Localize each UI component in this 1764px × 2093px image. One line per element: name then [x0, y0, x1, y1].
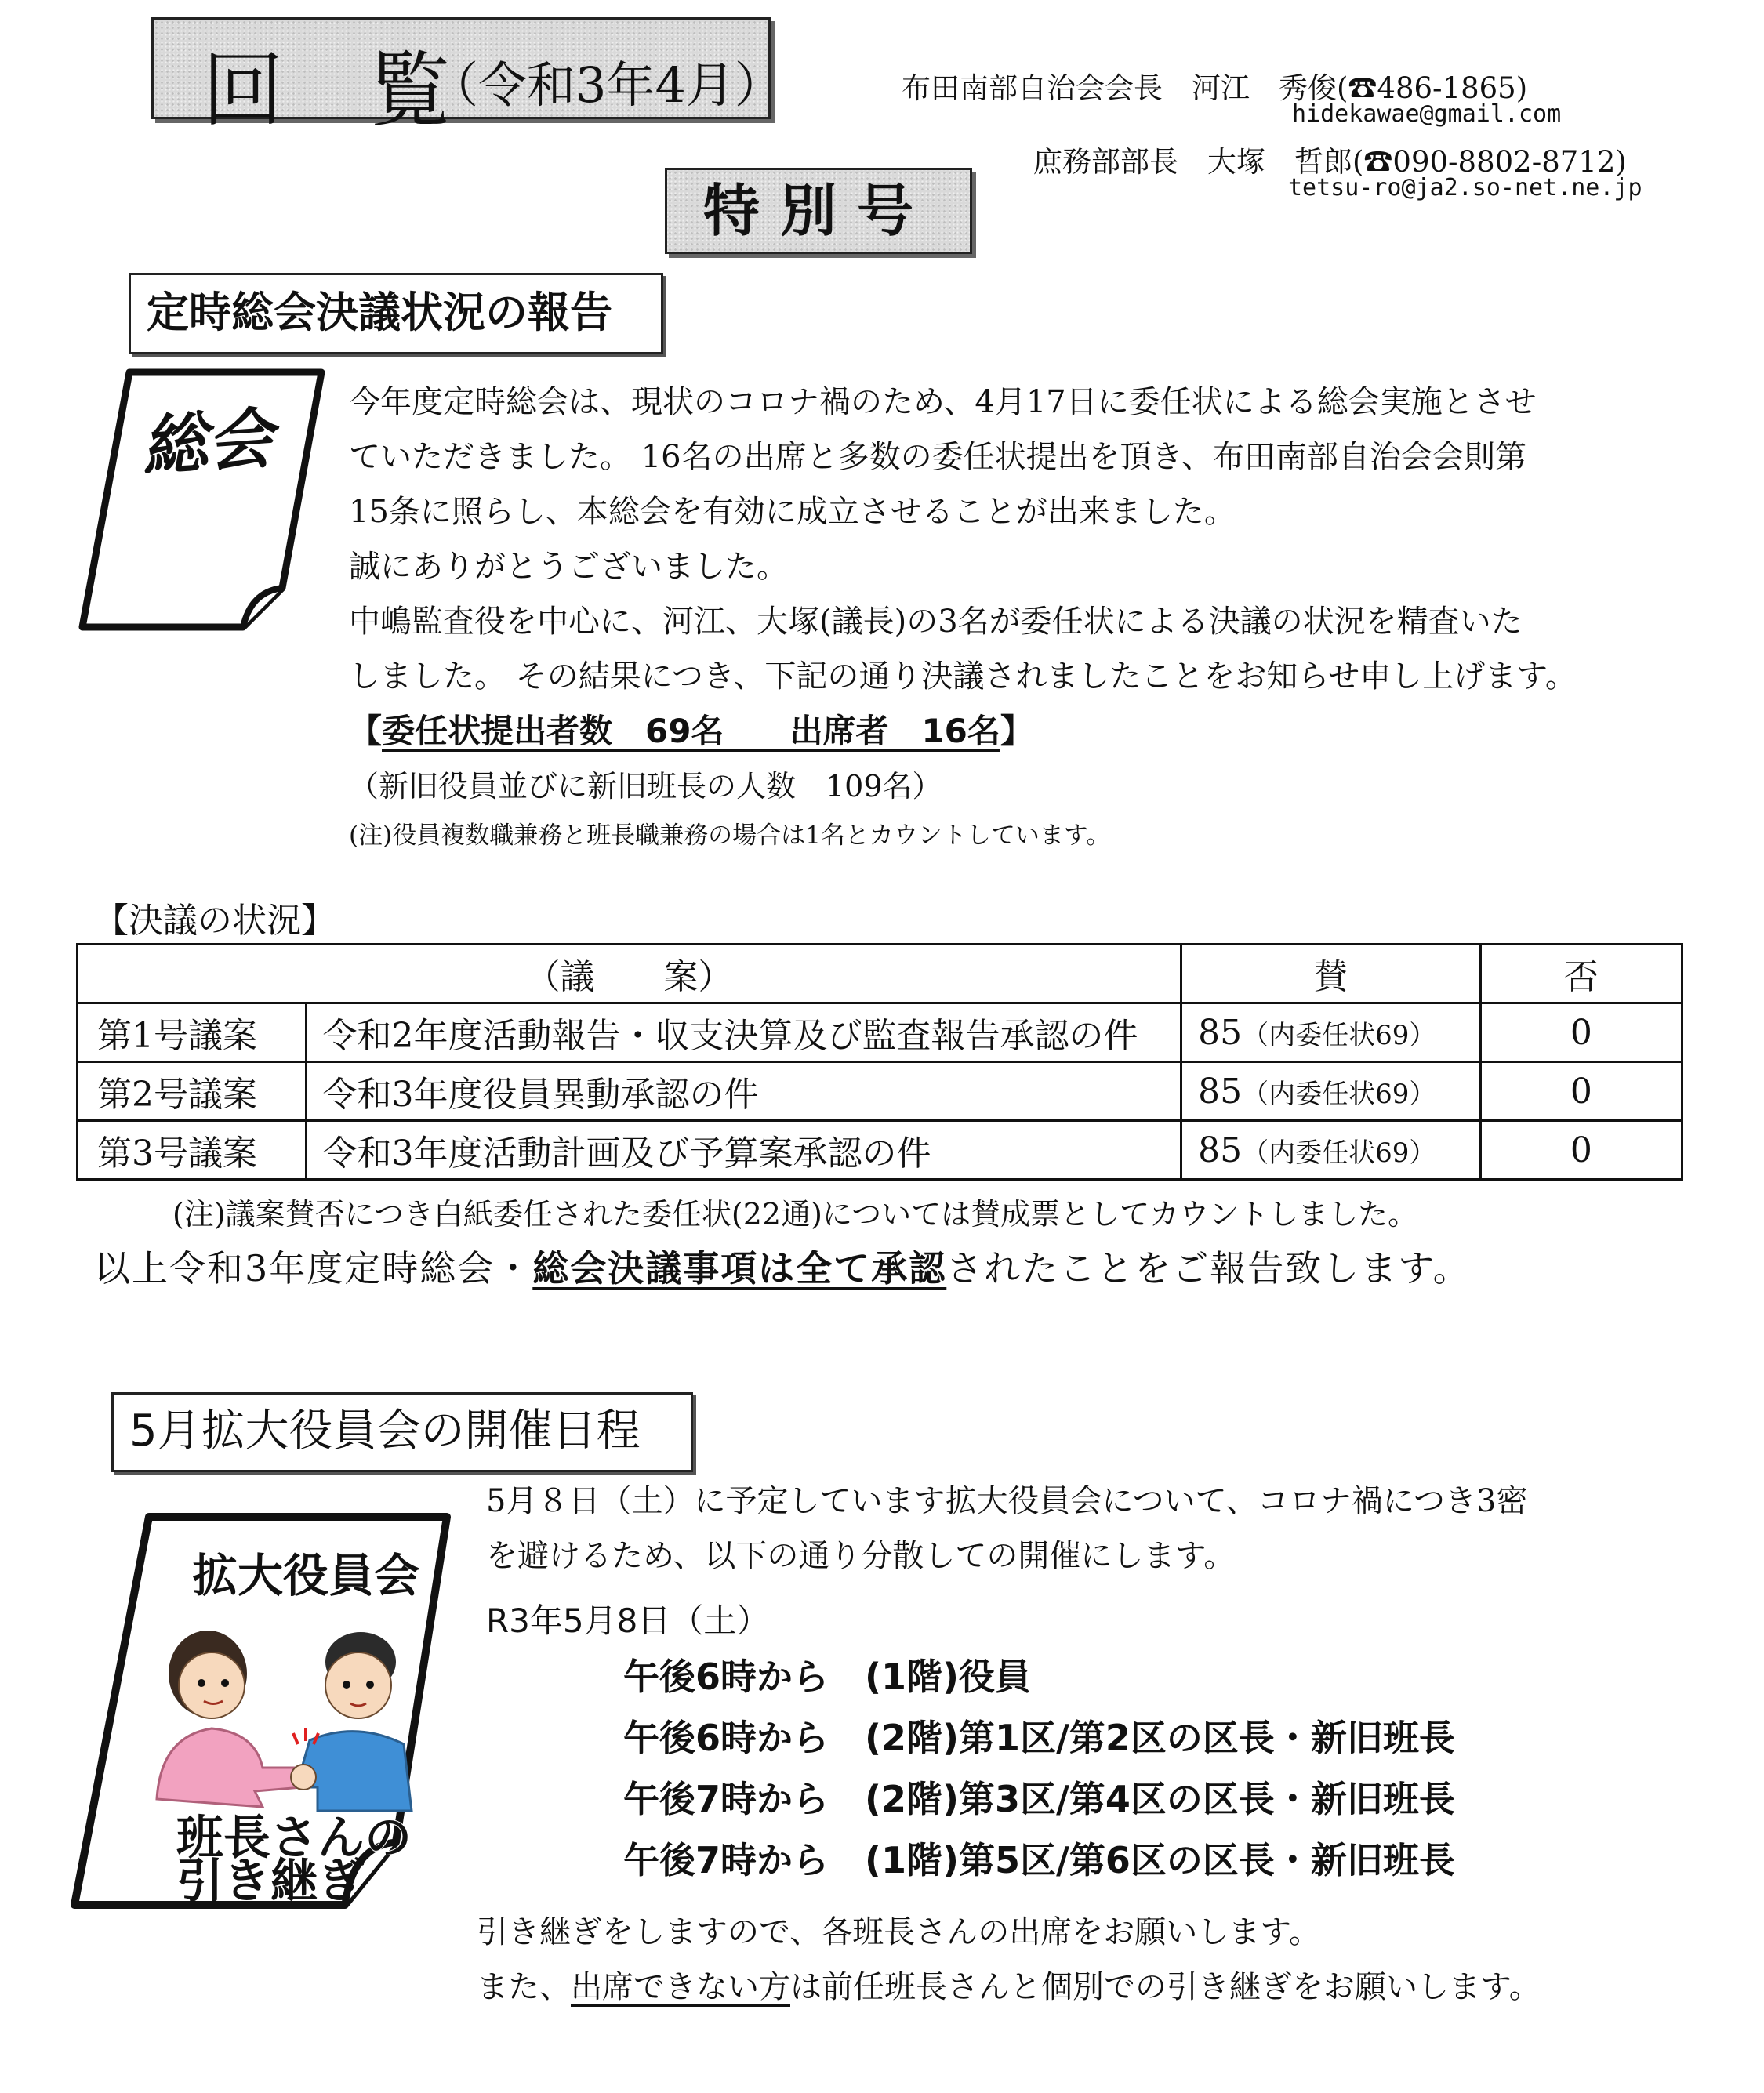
email-president[interactable]: hidekawae@gmail.com	[1292, 100, 1562, 128]
conclusion-pre: 以上令和3年度定時総会・	[94, 1247, 533, 1290]
no-count: 0	[1480, 1062, 1682, 1121]
email-general-affairs[interactable]: tetsu-ro@ja2.so-net.ne.jp	[1288, 174, 1642, 201]
table-row	[78, 1062, 1682, 1121]
no-count: 0	[1480, 1121, 1682, 1180]
attendance-summary	[349, 704, 1577, 759]
resolution-table	[76, 943, 1683, 1181]
section2-line-1: 5月８日（土）に予定しています拡大役員会について、コロナ禍につき3密	[486, 1483, 1528, 1519]
col-yes-header: 賛	[1181, 945, 1481, 1003]
no-count: 0	[1480, 1003, 1682, 1062]
schedule-item-3: 午後7時から (2階)第3区/第4区の区長・新旧班長	[623, 1778, 1455, 1820]
title-box	[151, 17, 783, 138]
table-header-row	[78, 945, 1682, 1003]
bracket-open: 【	[349, 712, 383, 750]
section1-line-6: しました。 その結果につき、下記の通り決議されましたことをお知らせ申し上げます。	[349, 658, 1577, 695]
fist-bump-icon	[291, 1765, 316, 1790]
contact-general-affairs: 庶務部部長 大塚 哲郎(☎090-8802-8712)	[1033, 145, 1627, 179]
clip-label-soukai: 総会	[138, 399, 276, 486]
table-row	[78, 1003, 1682, 1062]
resolution-heading: 【決議の状況】	[94, 901, 336, 941]
section2-heading: 5月拡大役員会の開催日程	[111, 1392, 693, 1472]
section1-heading: 定時総会決議状況の報告	[129, 273, 663, 354]
yes-cell	[1181, 1003, 1481, 1062]
title-date: （令和3年4月）	[430, 56, 783, 114]
clip-title-kakudai: 拡大役員会	[192, 1549, 420, 1602]
agenda-title: 令和2年度活動報告・収支決算及び監査報告承認の件	[306, 1003, 1181, 1062]
clipboard-illustration-kakudai	[67, 1509, 459, 1917]
small-note: (注)役員複数職兼務と班長職兼務の場合は1名とカウントしています。	[349, 822, 1111, 850]
attendance-counts: 委任状提出者数 69名 出席者 16名	[382, 712, 1000, 750]
agenda-title: 令和3年度役員異動承認の件	[306, 1062, 1181, 1121]
yes-count: 85	[1198, 1071, 1243, 1112]
closing-line-1: 引き継ぎをしますので、各班長さんの出席をお願いします。	[477, 1914, 1320, 1950]
col-no-header: 否	[1480, 945, 1682, 1003]
yes-note: （内委任状69）	[1242, 1078, 1436, 1110]
yes-count: 85	[1198, 1130, 1243, 1170]
table-row	[78, 1121, 1682, 1180]
schedule-item-2: 午後6時から (2階)第1区/第2区の区長・新旧班長	[623, 1717, 1455, 1759]
resolution-note: (注)議案賛否につき白紙委任された委任状(22通)については賛成票としてカウントしました。	[172, 1197, 1418, 1231]
yes-note: （内委任状69）	[1242, 1019, 1436, 1051]
closing-pre: また、	[477, 1969, 571, 2005]
section1-line-5: 中嶋監査役を中心に、河江、大塚(議長)の3名が委任状による決議の状況を精査いた	[349, 604, 1523, 640]
conclusion-emphasis: 総会決議事項は全て承認	[532, 1247, 947, 1290]
section1-line-1: 今年度定時総会は、現状のコロナ禍のため、4月17日に委任状による総会実施とさせ	[349, 384, 1537, 420]
agenda-number: 第1号議案	[78, 1003, 307, 1062]
yes-cell	[1181, 1121, 1481, 1180]
page-title: 回 覧	[202, 42, 481, 138]
agenda-number: 第3号議案	[78, 1121, 307, 1180]
yes-count: 85	[1198, 1012, 1243, 1053]
closing-underline: 出席できない方	[571, 1969, 790, 2005]
section2-line-2: を避けるため、以下の通り分散しての開催にします。	[486, 1538, 1236, 1574]
section1-line-2: ていただきました。 16名の出席と多数の委任状提出を頂き、布田南部自治会会則第	[349, 439, 1527, 475]
agenda-title: 令和3年度活動計画及び予算案承認の件	[306, 1121, 1181, 1180]
total-members-note: （新旧役員並びに新旧班長の人数 109名）	[349, 769, 942, 803]
yes-note: （内委任状69）	[1242, 1137, 1436, 1169]
special-issue-badge: 特別号	[665, 168, 972, 254]
contact-president: 布田南部自治会会長 河江 秀俊(☎486-1865)	[902, 71, 1528, 105]
agenda-number: 第2号議案	[78, 1062, 307, 1121]
resolution-conclusion	[94, 1240, 1471, 1292]
section1-line-4: 誠にありがとうございました。	[349, 549, 788, 585]
clipboard-illustration-soukai	[74, 365, 333, 635]
clip-sub2: 引き継ぎ	[176, 1854, 365, 1909]
bracket-close: 】	[1000, 712, 1033, 750]
closing-line-2	[477, 1960, 1541, 2015]
closing-post: は前任班長さんと個別での引き継ぎをお願いします。	[790, 1969, 1541, 2005]
yes-cell	[1181, 1062, 1481, 1121]
section1-line-3: 15条に照らし、本総会を有効に成立させることが出来ました。	[349, 494, 1236, 530]
meeting-date: R3年5月8日（土）	[486, 1601, 770, 1640]
schedule-item-1: 午後6時から (1階)役員	[623, 1656, 1032, 1698]
col-agenda-header: （議 案）	[78, 945, 1181, 1003]
conclusion-post: されたことをご報告致します。	[946, 1247, 1471, 1290]
clip-sub1: 班長さんの	[176, 1811, 412, 1866]
schedule-item-4: 午後7時から (1階)第5区/第6区の区長・新旧班長	[623, 1839, 1455, 1881]
